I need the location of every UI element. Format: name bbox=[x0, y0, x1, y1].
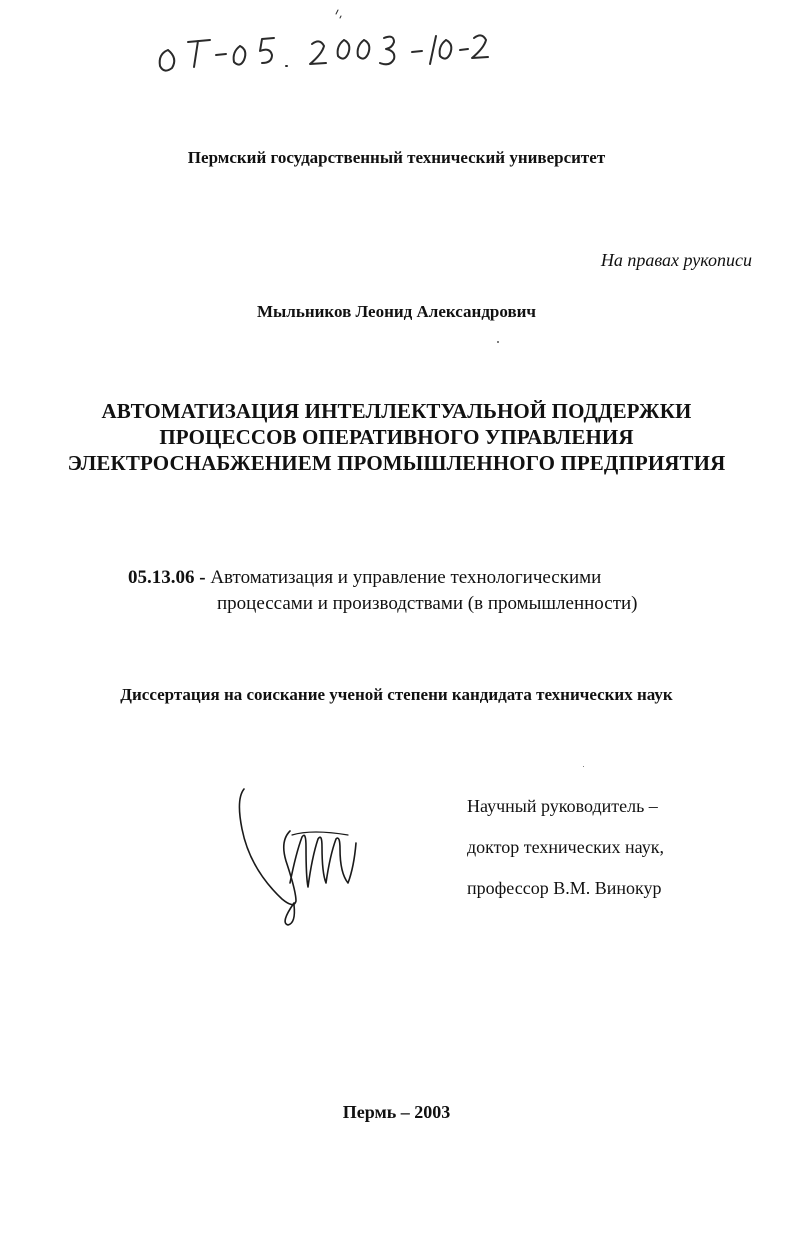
university-name: Пермский государственный технический университет bbox=[187, 148, 606, 167]
specialty-block bbox=[128, 565, 638, 614]
city-year: Пермь – 2003 bbox=[342, 1102, 451, 1122]
rights-note: На правах рукописи bbox=[600, 250, 752, 270]
supervisor-role: Научный руководитель – bbox=[467, 796, 658, 816]
specialty-code: 05.13.06 - bbox=[128, 567, 206, 588]
title-line-1: АВТОМАТИЗАЦИЯ ИНТЕЛЛЕКТУАЛЬНОЙ ПОДДЕРЖКИ bbox=[101, 399, 692, 423]
supervisor-name: профессор В.М. Винокур bbox=[467, 878, 662, 898]
scan-speck bbox=[583, 766, 584, 767]
specialty-line-1: Автоматизация и управление технологическими bbox=[210, 567, 602, 588]
dissertation-degree: Диссертация на соискание ученой степени кандидата технических наук bbox=[120, 685, 673, 704]
scan-speck bbox=[497, 341, 499, 343]
handwritten-archive-stamp bbox=[140, 8, 500, 83]
dissertation-title bbox=[0, 398, 793, 476]
author-name: Мыльников Леонид Александрович bbox=[256, 302, 537, 321]
title-line-2: ПРОЦЕССОВ ОПЕРАТИВНОГО УПРАВЛЕНИЯ bbox=[159, 425, 634, 449]
supervisor-block bbox=[467, 786, 664, 909]
supervisor-signature bbox=[232, 783, 372, 933]
title-line-3: ЭЛЕКТРОСНАБЖЕНИЕМ ПРОМЫШЛЕННОГО ПРЕДПРИЯТИЯ bbox=[67, 451, 726, 475]
supervisor-degree: доктор технических наук, bbox=[467, 837, 664, 857]
specialty-line-2: процессами и производствами (в промышленности) bbox=[217, 593, 638, 614]
